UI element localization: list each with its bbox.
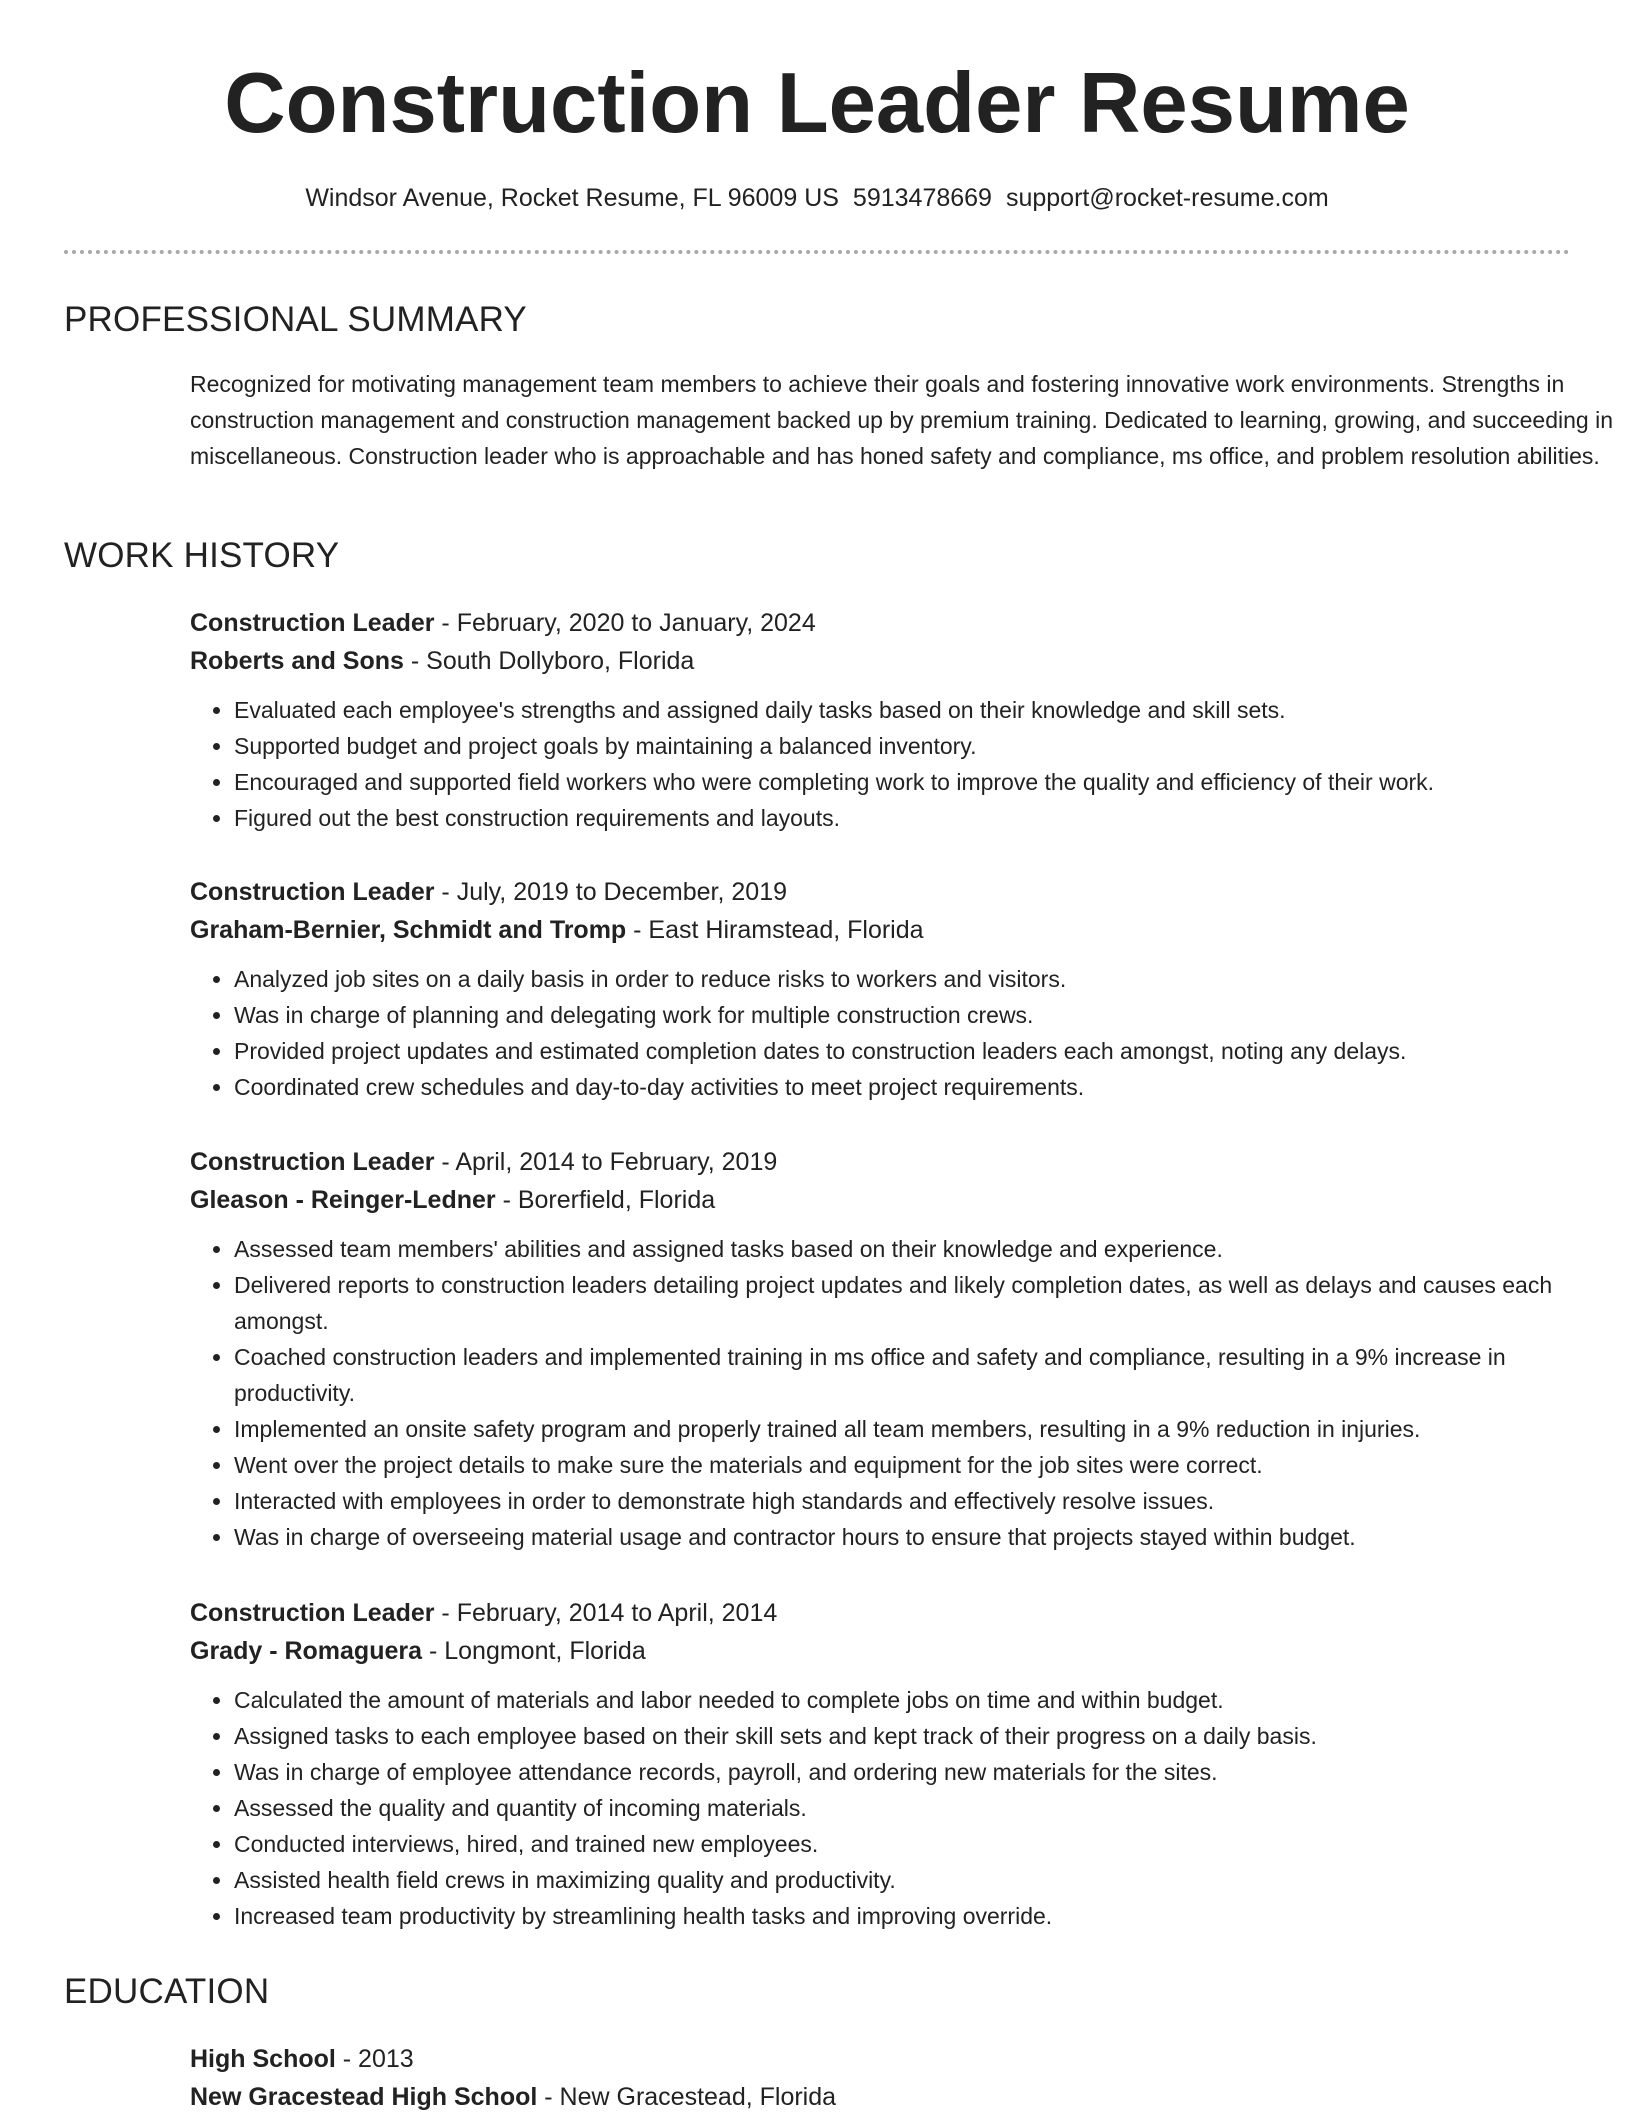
contact-address: Windsor Avenue, Rocket Resume, FL 96009 US (305, 184, 839, 212)
job-company: Grady - Romaguera (190, 1637, 423, 1665)
job-company: Roberts and Sons (190, 647, 404, 675)
job-location: - Longmont, Florida (422, 1637, 646, 1665)
job-title: Construction Leader (190, 1599, 435, 1627)
job-title-line (190, 604, 1590, 642)
job-bullet: • Conducted interviews, hired, and trained new employees. (234, 1826, 1590, 1862)
job-entry (190, 873, 1590, 1105)
job-dates: - February, 2020 to January, 2024 (434, 609, 816, 637)
job-title-line (190, 873, 1590, 911)
education-school-line (190, 2078, 1590, 2116)
job-bullet: • Analyzed job sites on a daily basis in order to reduce risks to workers and visitors. (234, 961, 1590, 997)
job-bullet: • Was in charge of employee attendance records, payroll, and ordering new materials for the sites. (234, 1754, 1590, 1790)
education-degree: High School (190, 2045, 336, 2073)
job-bullet: • Assessed the quality and quantity of incoming materials. (234, 1790, 1590, 1826)
job-title-line (190, 1594, 1590, 1632)
job-entry (190, 1143, 1590, 1555)
job-bullet: • Was in charge of overseeing material usage and contractor hours to ensure that projects stayed within budget. (234, 1519, 1590, 1555)
job-bullet: • Coordinated crew schedules and day-to-day activities to meet project requirements. (234, 1069, 1590, 1105)
job-bullet: • Coached construction leaders and implemented training in ms office and safety and compliance, resulting in a 9% increase in productivity. (234, 1339, 1590, 1411)
summary-heading: PROFESSIONAL SUMMARY (64, 300, 527, 339)
job-title: Construction Leader (190, 878, 435, 906)
job-bullet: • Delivered reports to construction leaders detailing project updates and likely completion dates, as well as delays and causes each amongst. (234, 1267, 1590, 1339)
job-bullet: • Supported budget and project goals by maintaining a balanced inventory. (234, 728, 1590, 764)
job-bullet: • Calculated the amount of materials and labor needed to complete jobs on time and within budget. (234, 1682, 1590, 1718)
job-bullet: • Assessed team members' abilities and assigned tasks based on their knowledge and experience. (234, 1231, 1590, 1267)
job-entry (190, 1594, 1590, 1934)
education-degree-line (190, 2040, 1590, 2078)
job-bullet: • Increased team productivity by streamlining health tasks and improving override. (234, 1898, 1590, 1934)
job-bullet: • Evaluated each employee's strengths and assigned daily tasks based on their knowledge and skill sets. (234, 692, 1590, 728)
job-bullets (190, 961, 1590, 1105)
education-school: New Gracestead High School (190, 2083, 538, 2111)
header-divider (64, 250, 1570, 254)
job-bullet: • Provided project updates and estimated completion dates to construction leaders each amongst, noting any delays. (234, 1033, 1590, 1069)
job-company-line (190, 642, 1590, 680)
work-history-heading: WORK HISTORY (64, 536, 340, 575)
contact-line (64, 182, 1570, 214)
job-dates: - July, 2019 to December, 2019 (434, 878, 787, 906)
job-bullet: • Interacted with employees in order to demonstrate high standards and effectively resolve issues. (234, 1483, 1590, 1519)
job-title: Construction Leader (190, 1148, 435, 1176)
contact-email[interactable]: support@rocket-resume.com (1005, 184, 1329, 212)
job-dates: - February, 2014 to April, 2014 (434, 1599, 778, 1627)
job-location: - Borerfield, Florida (495, 1186, 716, 1214)
job-dates: - April, 2014 to February, 2019 (434, 1148, 778, 1176)
education-location: - New Gracestead, Florida (537, 2083, 837, 2111)
job-location: - South Dollyboro, Florida (403, 647, 695, 675)
job-company-line (190, 1632, 1590, 1670)
job-bullet: • Figured out the best construction requirements and layouts. (234, 800, 1590, 836)
job-bullet: • Assigned tasks to each employee based on their skill sets and kept track of their progress on a daily basis. (234, 1718, 1590, 1754)
job-bullet: • Encouraged and supported field workers who were completing work to improve the quality and efficiency of their work. (234, 764, 1590, 800)
job-company: Graham-Bernier, Schmidt and Tromp (190, 916, 627, 944)
job-title: Construction Leader (190, 609, 435, 637)
resume-title: Construction Leader Resume (224, 56, 1410, 151)
contact-phone: 5913478669 (852, 184, 992, 212)
job-bullet: • Implemented an onsite safety program and properly trained all team members, resulting in a 9% reduction in injuries. (234, 1411, 1590, 1447)
job-bullet: • Was in charge of planning and delegating work for multiple construction crews. (234, 997, 1590, 1033)
job-bullet: • Assisted health field crews in maximizing quality and productivity. (234, 1862, 1590, 1898)
job-entry (190, 604, 1590, 836)
education-heading: EDUCATION (64, 1972, 270, 2011)
education-entry (190, 2040, 1590, 2116)
job-title-line (190, 1143, 1590, 1181)
job-company-line (190, 1181, 1590, 1219)
job-location: - East Hiramstead, Florida (626, 916, 924, 944)
job-company-line (190, 911, 1590, 949)
job-bullet: • Went over the project details to make sure the materials and equipment for the job sites were correct. (234, 1447, 1590, 1483)
job-bullets (190, 1682, 1590, 1934)
job-bullets (190, 1231, 1590, 1555)
summary-text: Recognized for motivating management team members to achieve their goals and fostering innovative work environments. Strengths in construction management and construction management backed up by premium training. Dedicated to learning, growing, and succeeding in miscellaneous. Construction leader who is approachable and has honed safety and compliance, ms office, and problem resolution abilities. (190, 371, 1614, 469)
job-bullets (190, 692, 1590, 836)
job-company: Gleason - Reinger-Ledner (190, 1186, 496, 1214)
education-year: - 2013 (335, 2045, 414, 2073)
